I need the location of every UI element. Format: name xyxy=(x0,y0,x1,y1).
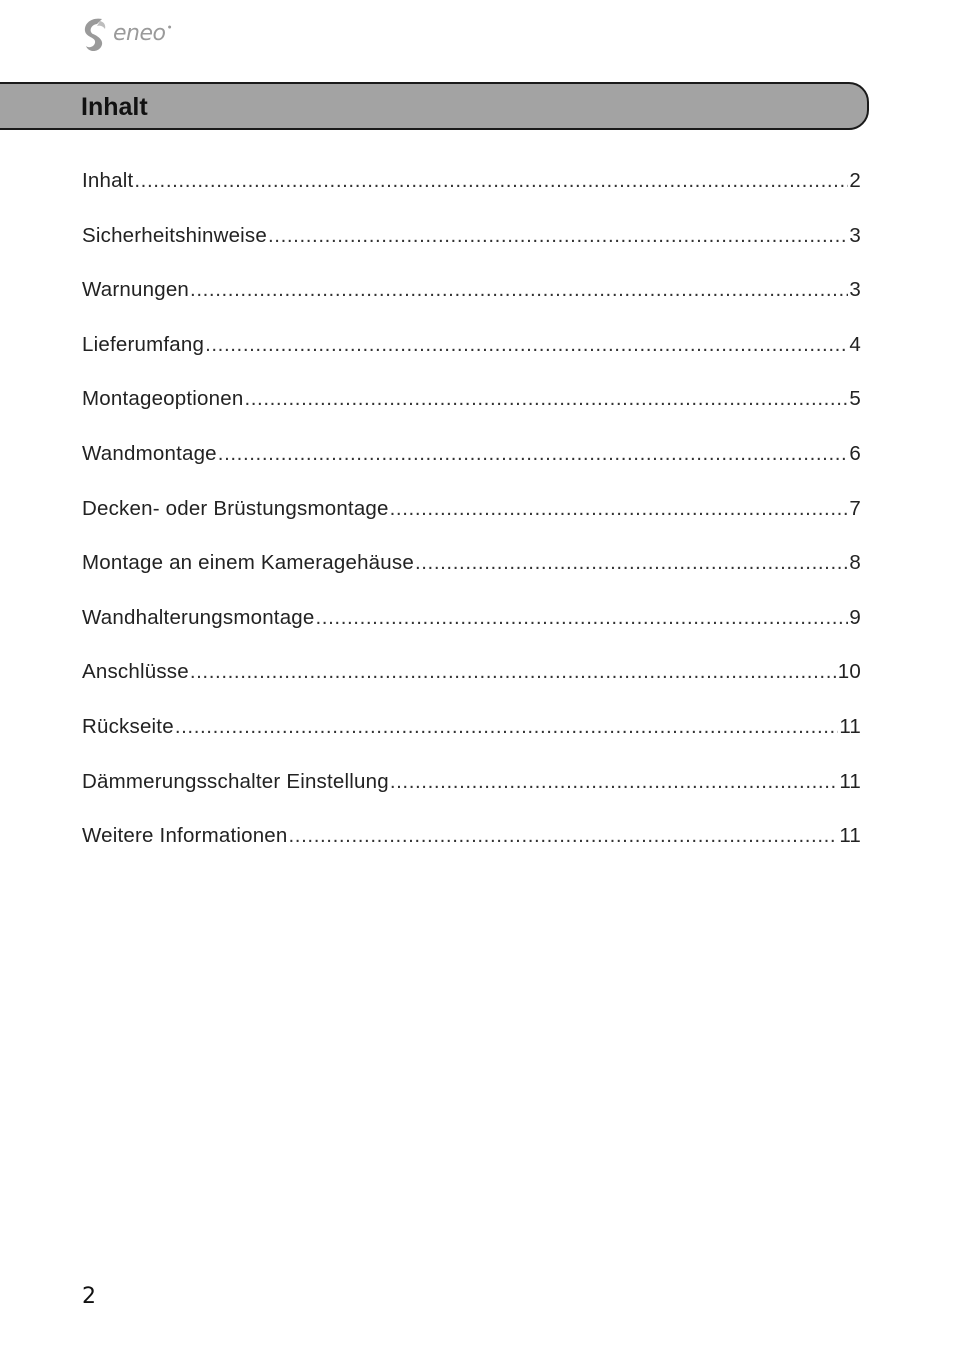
toc-entry[interactable] xyxy=(82,169,861,224)
toc-entry-page: 11 xyxy=(839,714,861,738)
toc-entry-title: Montage an einem Kameragehäuse xyxy=(82,551,414,575)
toc-entry-title: Anschlüsse xyxy=(82,660,189,684)
toc-entry-title: Inhalt xyxy=(82,169,134,192)
toc-entry-page: 10 xyxy=(837,660,861,684)
page-number: 2 xyxy=(82,1284,96,1309)
logo-wordmark: eneo xyxy=(113,20,166,46)
toc-entry-page: 4 xyxy=(849,332,861,356)
toc-dot-leader xyxy=(289,824,839,848)
toc-entry[interactable] xyxy=(82,551,861,606)
page-title: Inhalt xyxy=(81,93,148,121)
toc-entry-page: 11 xyxy=(839,824,861,848)
toc-entry-title: Dämmerungsschalter Einstellung xyxy=(82,769,389,793)
toc-entry[interactable] xyxy=(82,333,861,388)
toc-entry[interactable] xyxy=(82,770,861,825)
toc-entry[interactable] xyxy=(82,824,861,879)
toc-dot-leader xyxy=(244,387,848,411)
toc-dot-leader xyxy=(268,224,848,248)
toc-entry-page: 3 xyxy=(849,223,861,247)
toc-entry[interactable] xyxy=(82,606,861,661)
table-of-contents xyxy=(82,169,861,879)
toc-entry[interactable] xyxy=(82,660,861,715)
toc-dot-leader xyxy=(316,606,848,630)
toc-entry-title: Decken- oder Brüstungsmontage xyxy=(82,496,389,520)
toc-entry[interactable] xyxy=(82,715,861,770)
toc-entry-title: Warnungen xyxy=(82,278,190,302)
eneo-logo-icon xyxy=(80,15,110,55)
toc-entry[interactable] xyxy=(82,387,861,442)
toc-dot-leader xyxy=(218,442,848,466)
toc-dot-leader xyxy=(415,551,848,575)
toc-entry-page: 7 xyxy=(849,496,861,520)
toc-entry-title: Wandmontage xyxy=(82,441,217,465)
toc-entry-title: Montageoptionen xyxy=(82,387,244,411)
toc-entry[interactable] xyxy=(82,224,861,279)
toc-dot-leader xyxy=(175,715,839,739)
toc-dot-leader xyxy=(190,660,837,684)
toc-entry-title: Wandhalterungsmontage xyxy=(82,605,315,629)
toc-entry[interactable] xyxy=(82,497,861,552)
toc-entry-page: 5 xyxy=(849,387,861,411)
toc-entry[interactable] xyxy=(82,278,861,333)
toc-entry-page: 6 xyxy=(849,441,861,465)
toc-dot-leader xyxy=(134,169,848,193)
toc-entry-page: 8 xyxy=(849,551,861,575)
toc-entry-page: 11 xyxy=(839,769,861,793)
toc-dot-leader xyxy=(390,497,848,521)
toc-entry-title: Sicherheitshinweise xyxy=(82,223,267,247)
toc-entry-title: Weitere Informationen xyxy=(82,824,288,848)
toc-entry-page: 9 xyxy=(849,605,861,629)
toc-entry-title: Lieferumfang xyxy=(82,332,205,356)
toc-dot-leader xyxy=(390,770,839,794)
toc-entry-page: 3 xyxy=(849,278,861,302)
brand-logo xyxy=(80,15,173,55)
registered-mark-icon: ● xyxy=(167,23,172,31)
toc-entry-page: 2 xyxy=(849,169,861,192)
toc-dot-leader xyxy=(205,333,848,357)
toc-dot-leader xyxy=(190,278,848,302)
toc-entry[interactable] xyxy=(82,442,861,497)
toc-entry-title: Rückseite xyxy=(82,714,174,738)
